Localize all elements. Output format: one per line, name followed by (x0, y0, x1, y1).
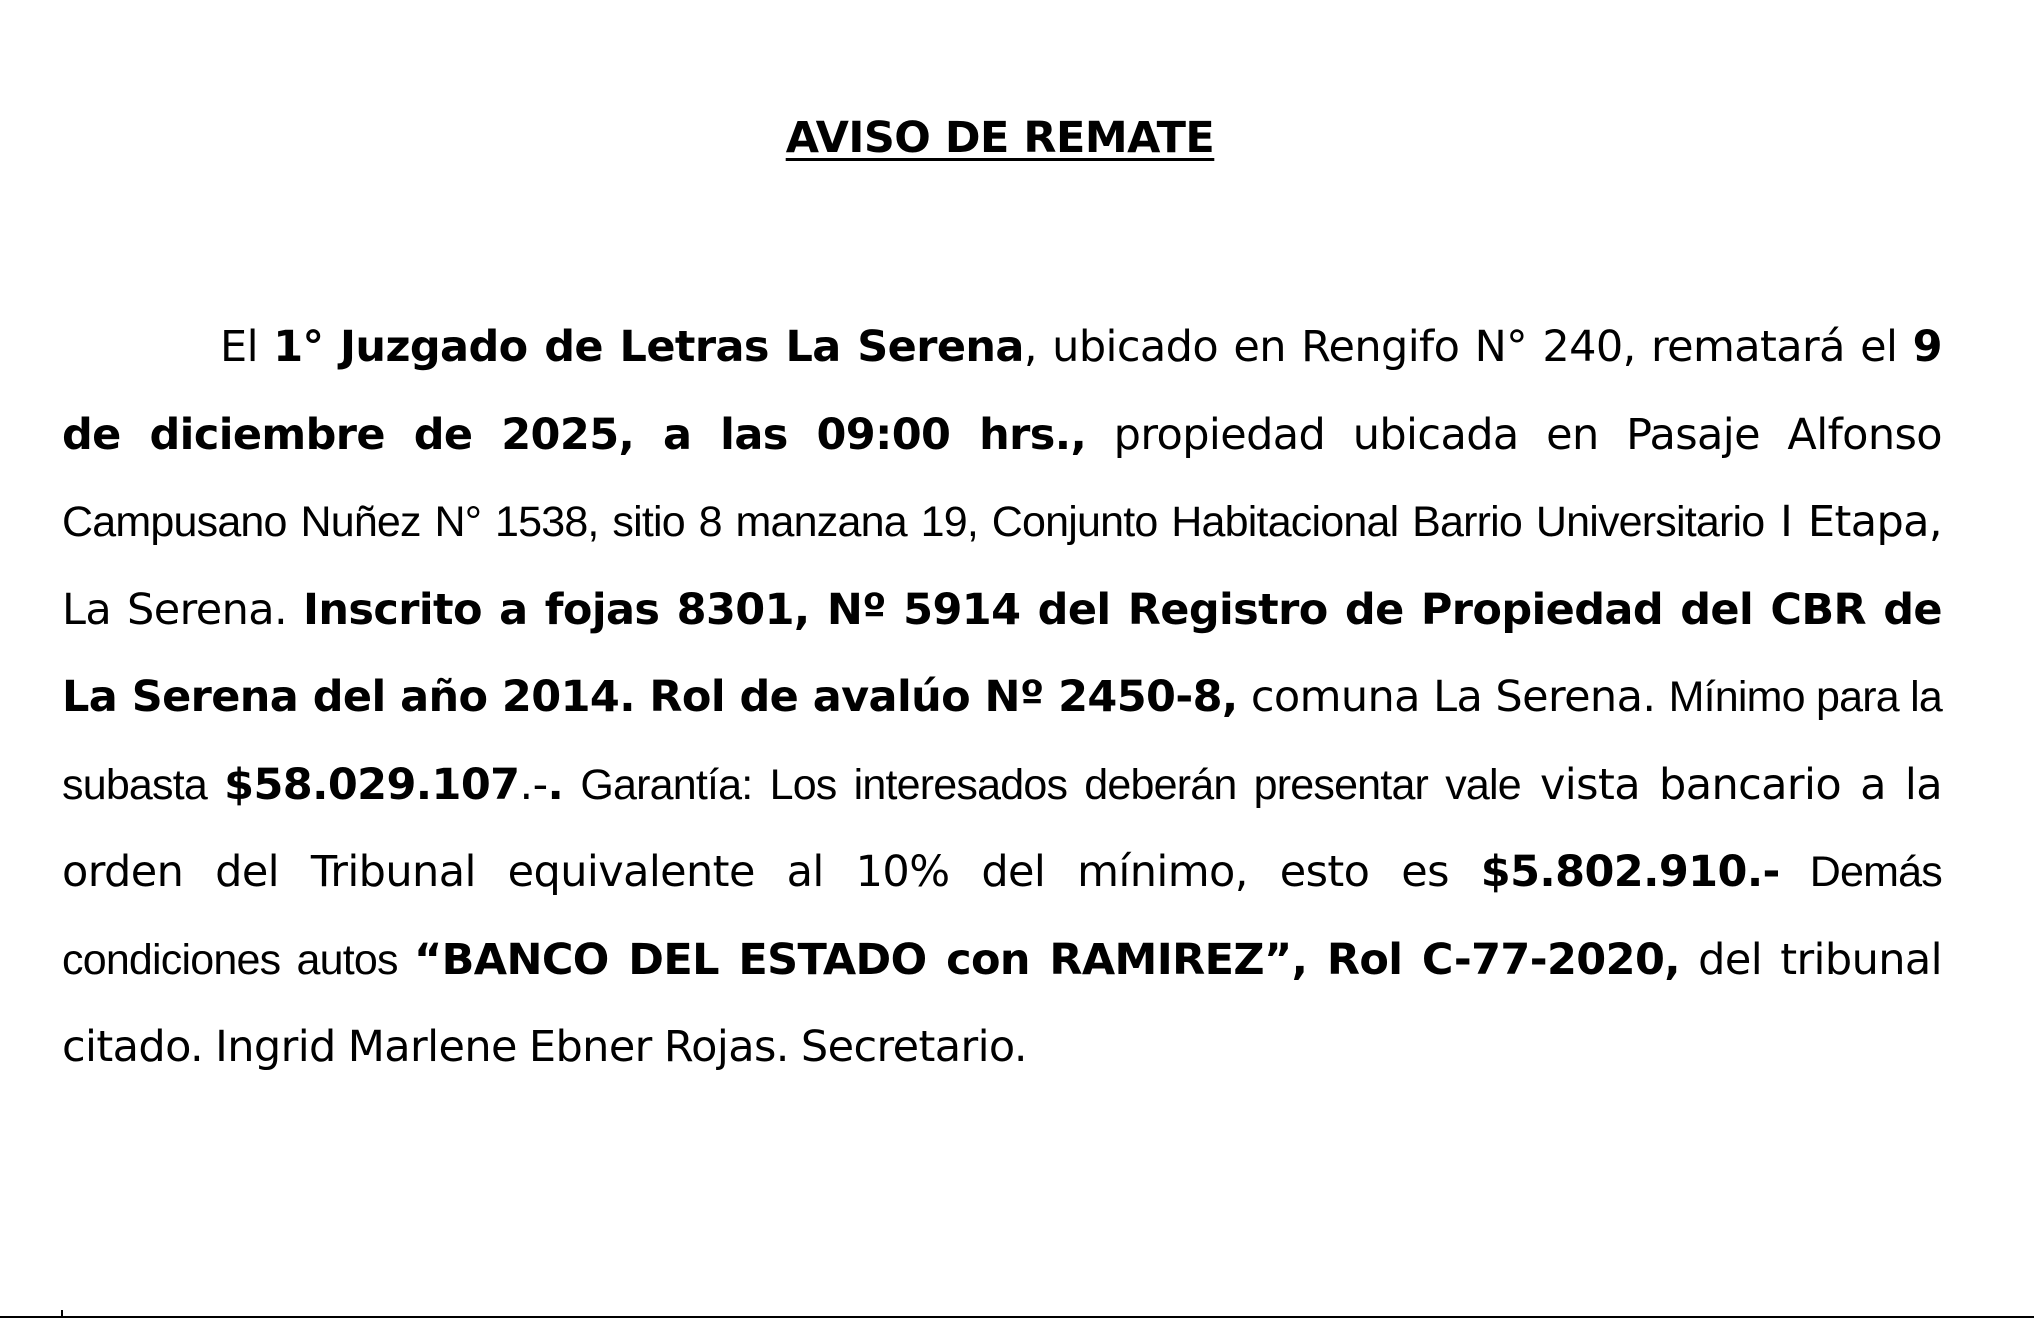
text-run: I Etapa, La Serena. (62, 497, 1943, 635)
text-run: El (220, 322, 274, 372)
text-run: .- (519, 759, 548, 810)
registry-info: Inscrito a fojas 8301, Nº 5914 del Registro de Propiedad del CBR de La Serena del año 2014. Rol de avalúo Nº 2450-8, (62, 584, 1942, 722)
notice-title: AVISO DE REMATE (785, 113, 1215, 163)
case-reference: “BANCO DEL ESTADO con RAMIREZ”, Rol C-77-2020, (413, 934, 1680, 985)
text-run: , ubicado en Rengifo N° 240, rematará el (1023, 322, 1913, 372)
text-run: del tribunal citado. Ingrid Marlene Ebner Rojas. Secretario. (62, 934, 1942, 1072)
auction-date: 9 de diciembre de 2025, a las 09:00 hrs., (62, 322, 1942, 460)
text-run: Campusano Nuñez N° 1538, sitio 8 manzana 19, Conjunto Habitacional Barrio Universitario (62, 498, 1765, 546)
text-run: propiedad ubicada en Pasaje Alfonso (1086, 409, 1942, 460)
court-name: 1° Juzgado de Letras La Serena (273, 322, 1024, 372)
text-run: Demás condiciones autos (62, 848, 1942, 984)
notice-body (62, 304, 1942, 1092)
text-run: Mínimo para la subasta (62, 673, 1943, 809)
minimum-amount: $58.029.107 (224, 759, 520, 810)
text-run: Garantía: Los interesados deberán presentar vale (563, 760, 1521, 809)
text-run: vista bancario a la orden del Tribunal equivalente al 10% del mínimo, esto es (62, 759, 1943, 897)
text-run: comuna La Serena. (1237, 672, 1669, 722)
guarantee-amount: $5.802.910.- (1480, 847, 1780, 897)
text-run: . (547, 759, 564, 810)
